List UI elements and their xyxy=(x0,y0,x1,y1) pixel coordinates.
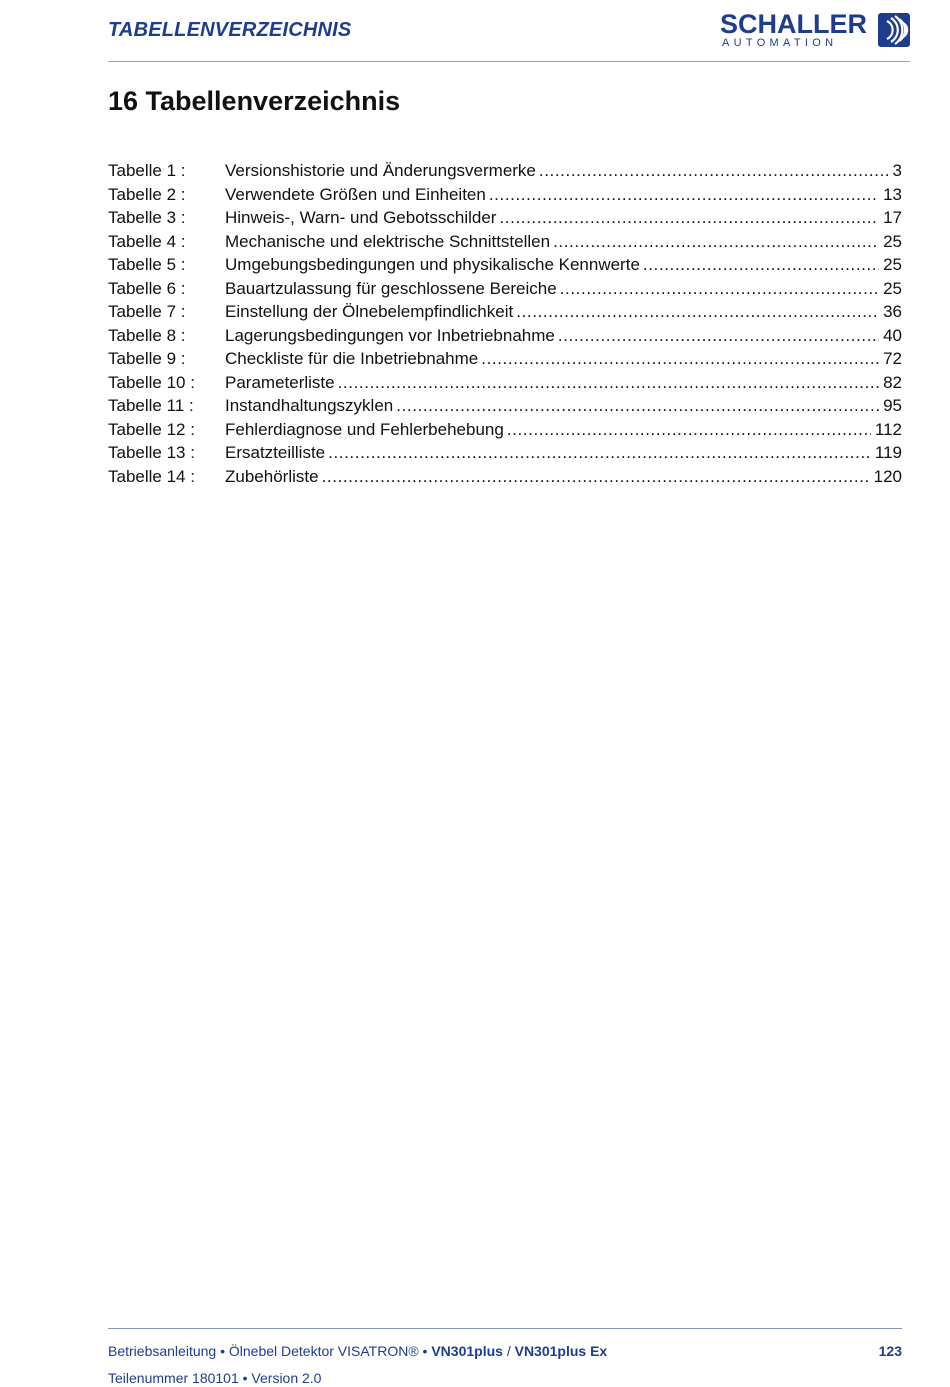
toc-entry-number: Tabelle 7 : xyxy=(108,302,186,321)
toc-dot-leader xyxy=(539,159,888,183)
toc-dot-leader xyxy=(322,465,870,489)
toc-entry-page: 17 xyxy=(883,208,902,227)
toc-entry-title: Checkliste für die Inbetriebnahme xyxy=(225,349,479,368)
toc-dot-leader xyxy=(516,300,879,324)
toc-dot-leader xyxy=(558,324,879,348)
toc-entry-title: Hinweis-, Warn- und Gebotsschilder xyxy=(225,208,497,227)
toc-entry[interactable] xyxy=(108,300,902,324)
footer-document-info xyxy=(108,1342,902,1360)
toc-entry[interactable] xyxy=(108,441,902,465)
toc-entry[interactable] xyxy=(108,159,902,183)
toc-entry[interactable] xyxy=(108,347,902,371)
footer-product-separator: / xyxy=(502,1343,515,1359)
toc-dot-leader xyxy=(396,394,879,418)
toc-entry-page: 25 xyxy=(883,231,902,251)
toc-entry-page: 25 xyxy=(883,278,902,298)
toc-entry-number: Tabelle 13 : xyxy=(108,443,195,462)
toc-entry[interactable] xyxy=(108,277,902,301)
toc-entry-title: Verwendete Größen und Einheiten xyxy=(225,184,486,204)
toc-entry-title: Umgebungsbedingungen und physikalische Kennwerte xyxy=(225,255,640,274)
toc-entry[interactable] xyxy=(108,324,902,348)
toc-entry-page: 82 xyxy=(883,372,902,392)
toc-entry-page: 120 xyxy=(873,466,902,486)
toc-entry-page: 36 xyxy=(883,302,902,321)
toc-dot-leader xyxy=(507,418,871,442)
toc-entry-title: Einstellung der Ölnebelempfindlichkeit xyxy=(225,302,514,321)
toc-entry-title: Bauartzulassung für geschlossene Bereiche xyxy=(225,278,557,298)
table-of-tables xyxy=(108,159,902,488)
toc-entry[interactable] xyxy=(108,206,902,230)
schaller-waves-icon xyxy=(878,13,910,47)
running-header-title: TABELLENVERZEICHNIS xyxy=(108,19,352,41)
toc-entry-page: 3 xyxy=(892,161,902,180)
toc-entry-number: Tabelle 6 : xyxy=(108,278,186,298)
toc-entry-title: Parameterliste xyxy=(225,372,335,392)
toc-entry-number: Tabelle 9 : xyxy=(108,349,186,368)
toc-dot-leader xyxy=(489,183,879,207)
toc-dot-leader xyxy=(643,253,879,277)
toc-entry[interactable] xyxy=(108,230,902,254)
toc-entry-page: 25 xyxy=(883,255,902,274)
toc-entry-page: 112 xyxy=(874,419,902,439)
toc-entry[interactable] xyxy=(108,183,902,207)
toc-dot-leader xyxy=(338,371,879,395)
toc-entry[interactable] xyxy=(108,418,902,442)
toc-entry-page: 72 xyxy=(883,349,902,368)
toc-entry-number: Tabelle 11 : xyxy=(108,396,194,415)
toc-entry-number: Tabelle 2 : xyxy=(108,184,186,204)
toc-entry-number: Tabelle 14 : xyxy=(108,466,195,486)
toc-entry[interactable] xyxy=(108,253,902,277)
toc-entry-title: Lagerungsbedingungen vor Inbetriebnahme xyxy=(225,325,555,345)
toc-entry-number: Tabelle 1 : xyxy=(108,161,186,180)
toc-dot-leader xyxy=(560,277,879,301)
footer-doc-prefix: Betriebsanleitung • Ölnebel Detektor VISATRON® • xyxy=(108,1343,432,1359)
toc-entry-number: Tabelle 4 : xyxy=(108,231,186,251)
toc-entry-title: Zubehörliste xyxy=(225,466,319,486)
toc-entry-number: Tabelle 3 : xyxy=(108,208,186,227)
toc-entry-title: Versionshistorie und Änderungsvermerke xyxy=(225,161,536,180)
toc-entry-number: Tabelle 10 : xyxy=(108,372,195,392)
toc-entry[interactable] xyxy=(108,394,902,418)
logo-brand-text: SCHALLER xyxy=(720,9,867,39)
toc-entry-title: Mechanische und elektrische Schnittstellen xyxy=(225,231,551,251)
company-logo xyxy=(718,9,910,51)
toc-entry[interactable] xyxy=(108,371,902,395)
toc-entry-number: Tabelle 12 : xyxy=(108,419,195,439)
toc-entry-page: 119 xyxy=(874,443,902,462)
toc-entry-number: Tabelle 8 : xyxy=(108,325,186,345)
toc-entry-page: 40 xyxy=(883,325,902,345)
toc-dot-leader xyxy=(328,441,871,465)
toc-entry-title: Ersatzteilliste xyxy=(225,443,326,462)
toc-entry-number: Tabelle 5 : xyxy=(108,255,186,274)
footer-page-number: 123 xyxy=(878,1343,902,1359)
toc-dot-leader xyxy=(481,347,879,371)
footer-divider xyxy=(108,1328,902,1329)
chapter-title: 16 Tabellenverzeichnis xyxy=(108,86,401,116)
toc-entry-page: 95 xyxy=(883,396,902,415)
toc-dot-leader xyxy=(499,206,879,230)
toc-entry-page: 13 xyxy=(883,184,902,204)
toc-entry-title: Fehlerdiagnose und Fehlerbehebung xyxy=(225,419,504,439)
footer-product: VN301plus xyxy=(431,1343,503,1359)
toc-entry[interactable] xyxy=(108,465,902,489)
toc-entry-title: Instandhaltungszyklen xyxy=(225,396,394,415)
footer-part-number: Teilenummer 180101 • Version 2.0 xyxy=(108,1370,322,1386)
logo-sub-text: AUTOMATION xyxy=(722,37,838,49)
toc-dot-leader xyxy=(553,230,879,254)
footer-product-ex: VN301plus Ex xyxy=(514,1343,608,1359)
header-divider xyxy=(108,61,910,62)
